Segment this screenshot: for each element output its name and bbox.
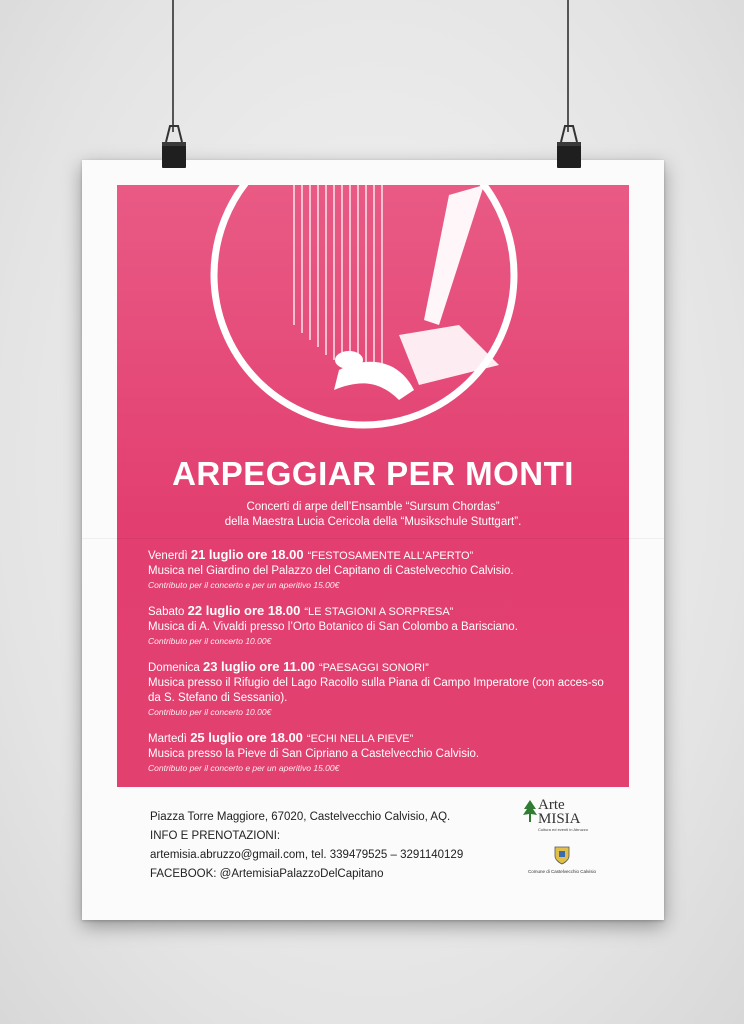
event-title: “LE STAGIONI A SORPRESA” bbox=[304, 606, 454, 618]
event-heading bbox=[148, 730, 611, 747]
footer-info bbox=[150, 808, 463, 884]
event-day: Sabato bbox=[148, 606, 188, 618]
event-title: “FESTOSAMENTE ALL’APERTO” bbox=[307, 550, 474, 562]
footer-contacts: artemisia.abruzzo@gmail.com, tel. 339479525 – 3291140129 bbox=[150, 849, 464, 861]
event-description: Musica di A. Vivaldi presso l’Orto Botanico di San Colombo a Barisciano. bbox=[148, 621, 518, 633]
hanging-wire-right bbox=[567, 0, 569, 132]
event-item bbox=[148, 659, 611, 719]
footer-info-label: INFO E PRENOTAZIONI: bbox=[150, 830, 281, 842]
event-day: Domenica bbox=[148, 662, 203, 674]
event-heading bbox=[148, 603, 611, 620]
pink-panel bbox=[117, 185, 629, 787]
event-day: Martedì bbox=[148, 733, 191, 745]
subtitle-line: Concerti di arpe dell’Ensamble “Sursum Chordas” bbox=[246, 501, 500, 513]
harp-illustration bbox=[199, 185, 529, 455]
binder-clip-icon bbox=[160, 124, 188, 170]
event-description: Musica presso la Pieve di San Cipriano a Castelvecchio Calvisio. bbox=[148, 748, 480, 760]
artemisia-tagline: Cultura ed eventi in Abruzzo bbox=[538, 827, 589, 832]
footer-facebook: FACEBOOK: @ArtemisiaPalazzoDelCapitano bbox=[150, 868, 384, 880]
binder-clip-icon bbox=[555, 124, 583, 170]
event-date: 22 luglio ore 18.00 bbox=[187, 603, 301, 618]
event-item bbox=[148, 547, 611, 592]
hanging-wire-left bbox=[172, 0, 174, 132]
event-date: 21 luglio ore 18.00 bbox=[190, 547, 304, 562]
footer-address: Piazza Torre Maggiore, 67020, Castelvecchio Calvisio, AQ. bbox=[150, 811, 451, 823]
event-item bbox=[148, 603, 611, 648]
comune-logo bbox=[522, 845, 602, 885]
event-heading bbox=[148, 547, 611, 564]
artemisia-logo-text bbox=[538, 798, 581, 826]
poster-title: ARPEGGIAR PER MONTI bbox=[172, 455, 574, 492]
poster bbox=[82, 160, 664, 920]
logo-line: Arte bbox=[538, 797, 565, 813]
event-title: “ECHI NELLA PIEVE” bbox=[306, 733, 414, 745]
event-description: Musica nel Giardino del Palazzo del Capitano di Castelvecchio Calvisio. bbox=[148, 565, 514, 577]
poster-subtitle bbox=[117, 500, 629, 530]
comune-name: Comune di Castelvecchio Calvisio bbox=[527, 869, 597, 874]
event-description: Musica presso il Rifugio del Lago Racollo sulla Piana di Campo Imperatore (con acces-so da S. Stefano di Sessanio). bbox=[148, 677, 604, 704]
event-date: 23 luglio ore 11.00 bbox=[202, 659, 315, 674]
event-note: Contributo per il concerto 10.00€ bbox=[148, 636, 272, 646]
event-note: Contributo per il concerto 10.00€ bbox=[148, 707, 272, 717]
event-note: Contributo per il concerto e per un aperitivo 15.00€ bbox=[148, 763, 340, 773]
event-day: Venerdì bbox=[148, 550, 191, 562]
subtitle-line: della Maestra Lucia Cericola della “Musikschule Stuttgart”. bbox=[224, 516, 522, 528]
logo-line: MISIA bbox=[538, 811, 581, 827]
tree-icon bbox=[522, 800, 538, 822]
event-title: “PAESAGGI SONORI” bbox=[318, 662, 429, 674]
event-note: Contributo per il concerto e per un aperitivo 15.00€ bbox=[148, 580, 340, 590]
event-heading bbox=[148, 659, 611, 676]
artemisia-logo bbox=[522, 798, 602, 840]
event-date: 25 luglio ore 18.00 bbox=[190, 730, 303, 745]
crest-icon bbox=[554, 845, 570, 865]
event-item bbox=[148, 730, 611, 775]
event-list bbox=[148, 547, 611, 786]
